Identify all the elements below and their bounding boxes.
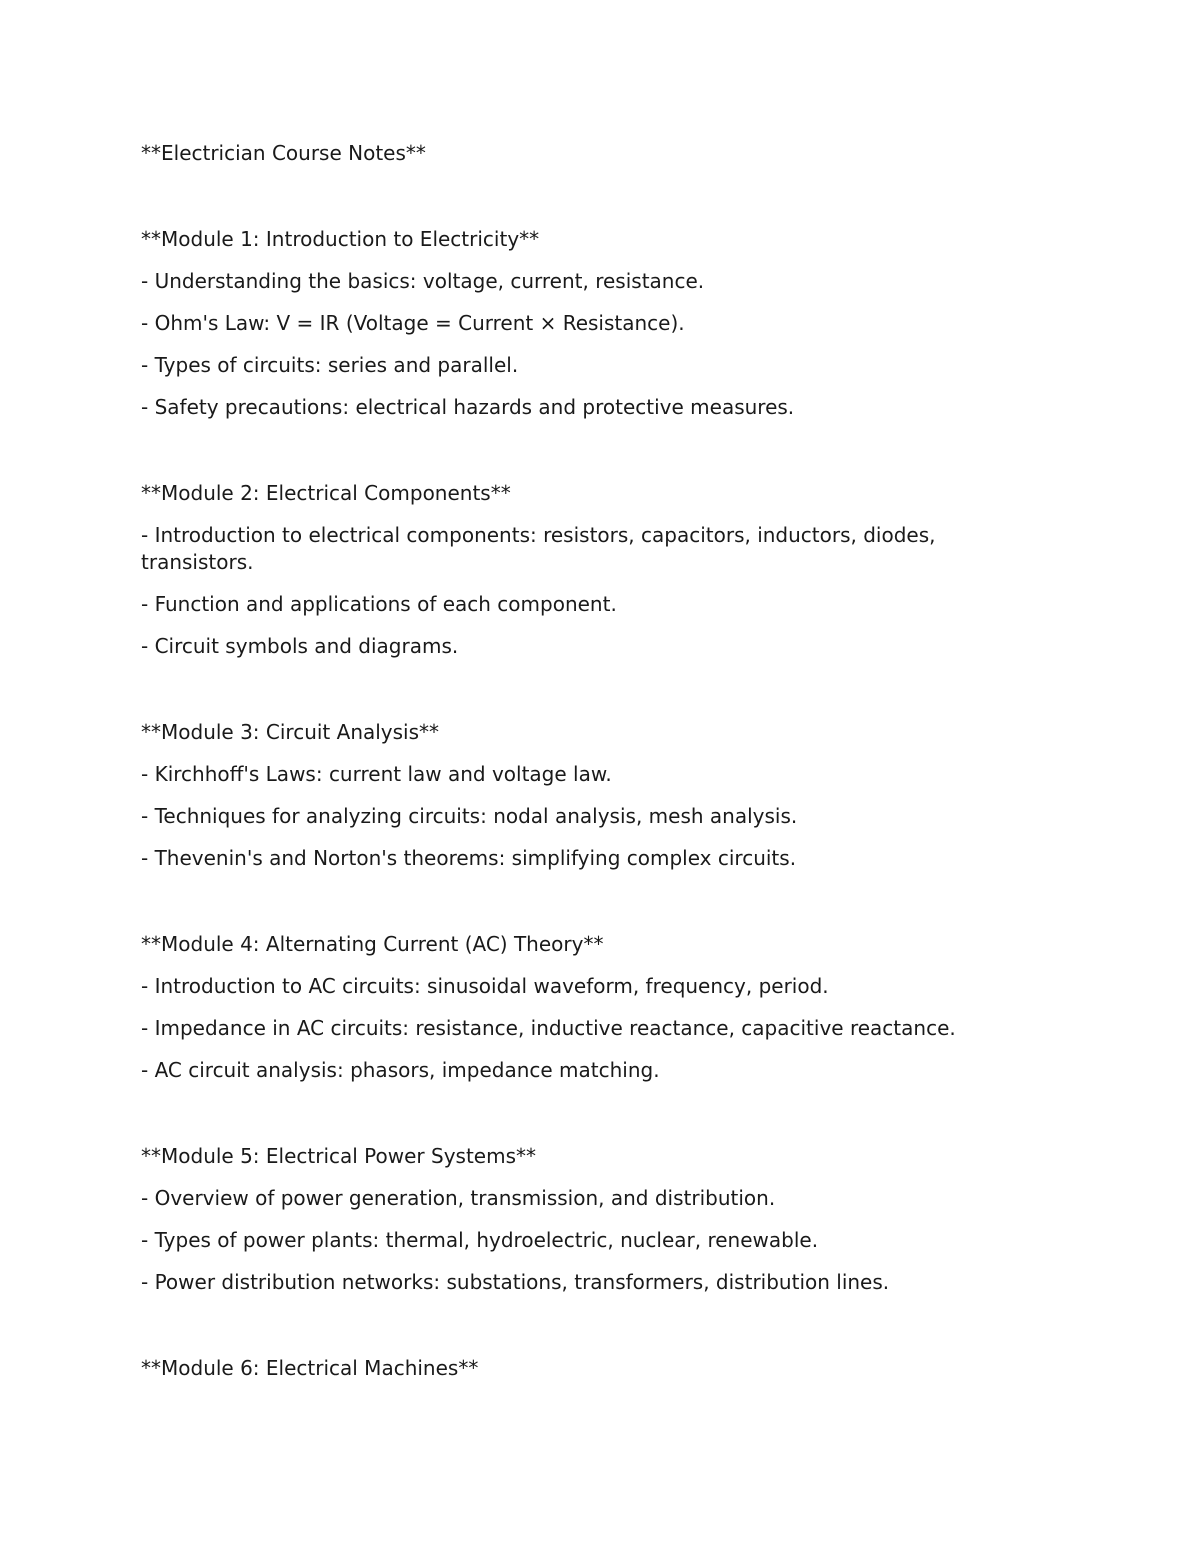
bullet-item: - Techniques for analyzing circuits: nodal analysis, mesh analysis.	[141, 804, 798, 828]
bullet-item: - AC circuit analysis: phasors, impedance matching.	[141, 1058, 660, 1082]
module-heading: **Module 1: Introduction to Electricity**	[141, 227, 540, 251]
bullet-item: - Types of circuits: series and parallel.	[141, 353, 519, 377]
bullet-item: - Introduction to AC circuits: sinusoidal waveform, frequency, period.	[141, 974, 829, 998]
module-heading: **Module 2: Electrical Components**	[141, 481, 511, 505]
bullet-item: - Types of power plants: thermal, hydroelectric, nuclear, renewable.	[141, 1228, 819, 1252]
module-6	[141, 1354, 1041, 1382]
bullet-item: - Function and applications of each component.	[141, 592, 617, 616]
bullet-item: - Circuit symbols and diagrams.	[141, 634, 459, 658]
document-page	[141, 139, 1041, 1382]
module-heading: **Module 5: Electrical Power Systems**	[141, 1144, 537, 1168]
module-heading: **Module 4: Alternating Current (AC) Theory**	[141, 932, 604, 956]
bullet-item: - Introduction to electrical components: resistors, capacitors, inductors, diodes, transistors.	[141, 523, 936, 574]
module-2	[141, 479, 1041, 660]
bullet-item: - Thevenin's and Norton's theorems: simplifying complex circuits.	[141, 846, 797, 870]
bullet-item: - Overview of power generation, transmission, and distribution.	[141, 1186, 776, 1210]
bullet-item: - Ohm's Law: V = IR (Voltage = Current × Resistance).	[141, 311, 685, 335]
bullet-item: - Safety precautions: electrical hazards and protective measures.	[141, 395, 795, 419]
bullet-item: - Power distribution networks: substations, transformers, distribution lines.	[141, 1270, 890, 1294]
module-4	[141, 930, 1041, 1084]
module-heading: **Module 3: Circuit Analysis**	[141, 720, 440, 744]
document-title: **Electrician Course Notes**	[141, 141, 426, 165]
bullet-item: - Kirchhoff's Laws: current law and voltage law.	[141, 762, 612, 786]
module-3	[141, 718, 1041, 872]
module-1	[141, 225, 1041, 421]
bullet-item: - Impedance in AC circuits: resistance, inductive reactance, capacitive reactance.	[141, 1016, 956, 1040]
module-heading: **Module 6: Electrical Machines**	[141, 1356, 479, 1380]
bullet-item: - Understanding the basics: voltage, current, resistance.	[141, 269, 705, 293]
module-5	[141, 1142, 1041, 1296]
